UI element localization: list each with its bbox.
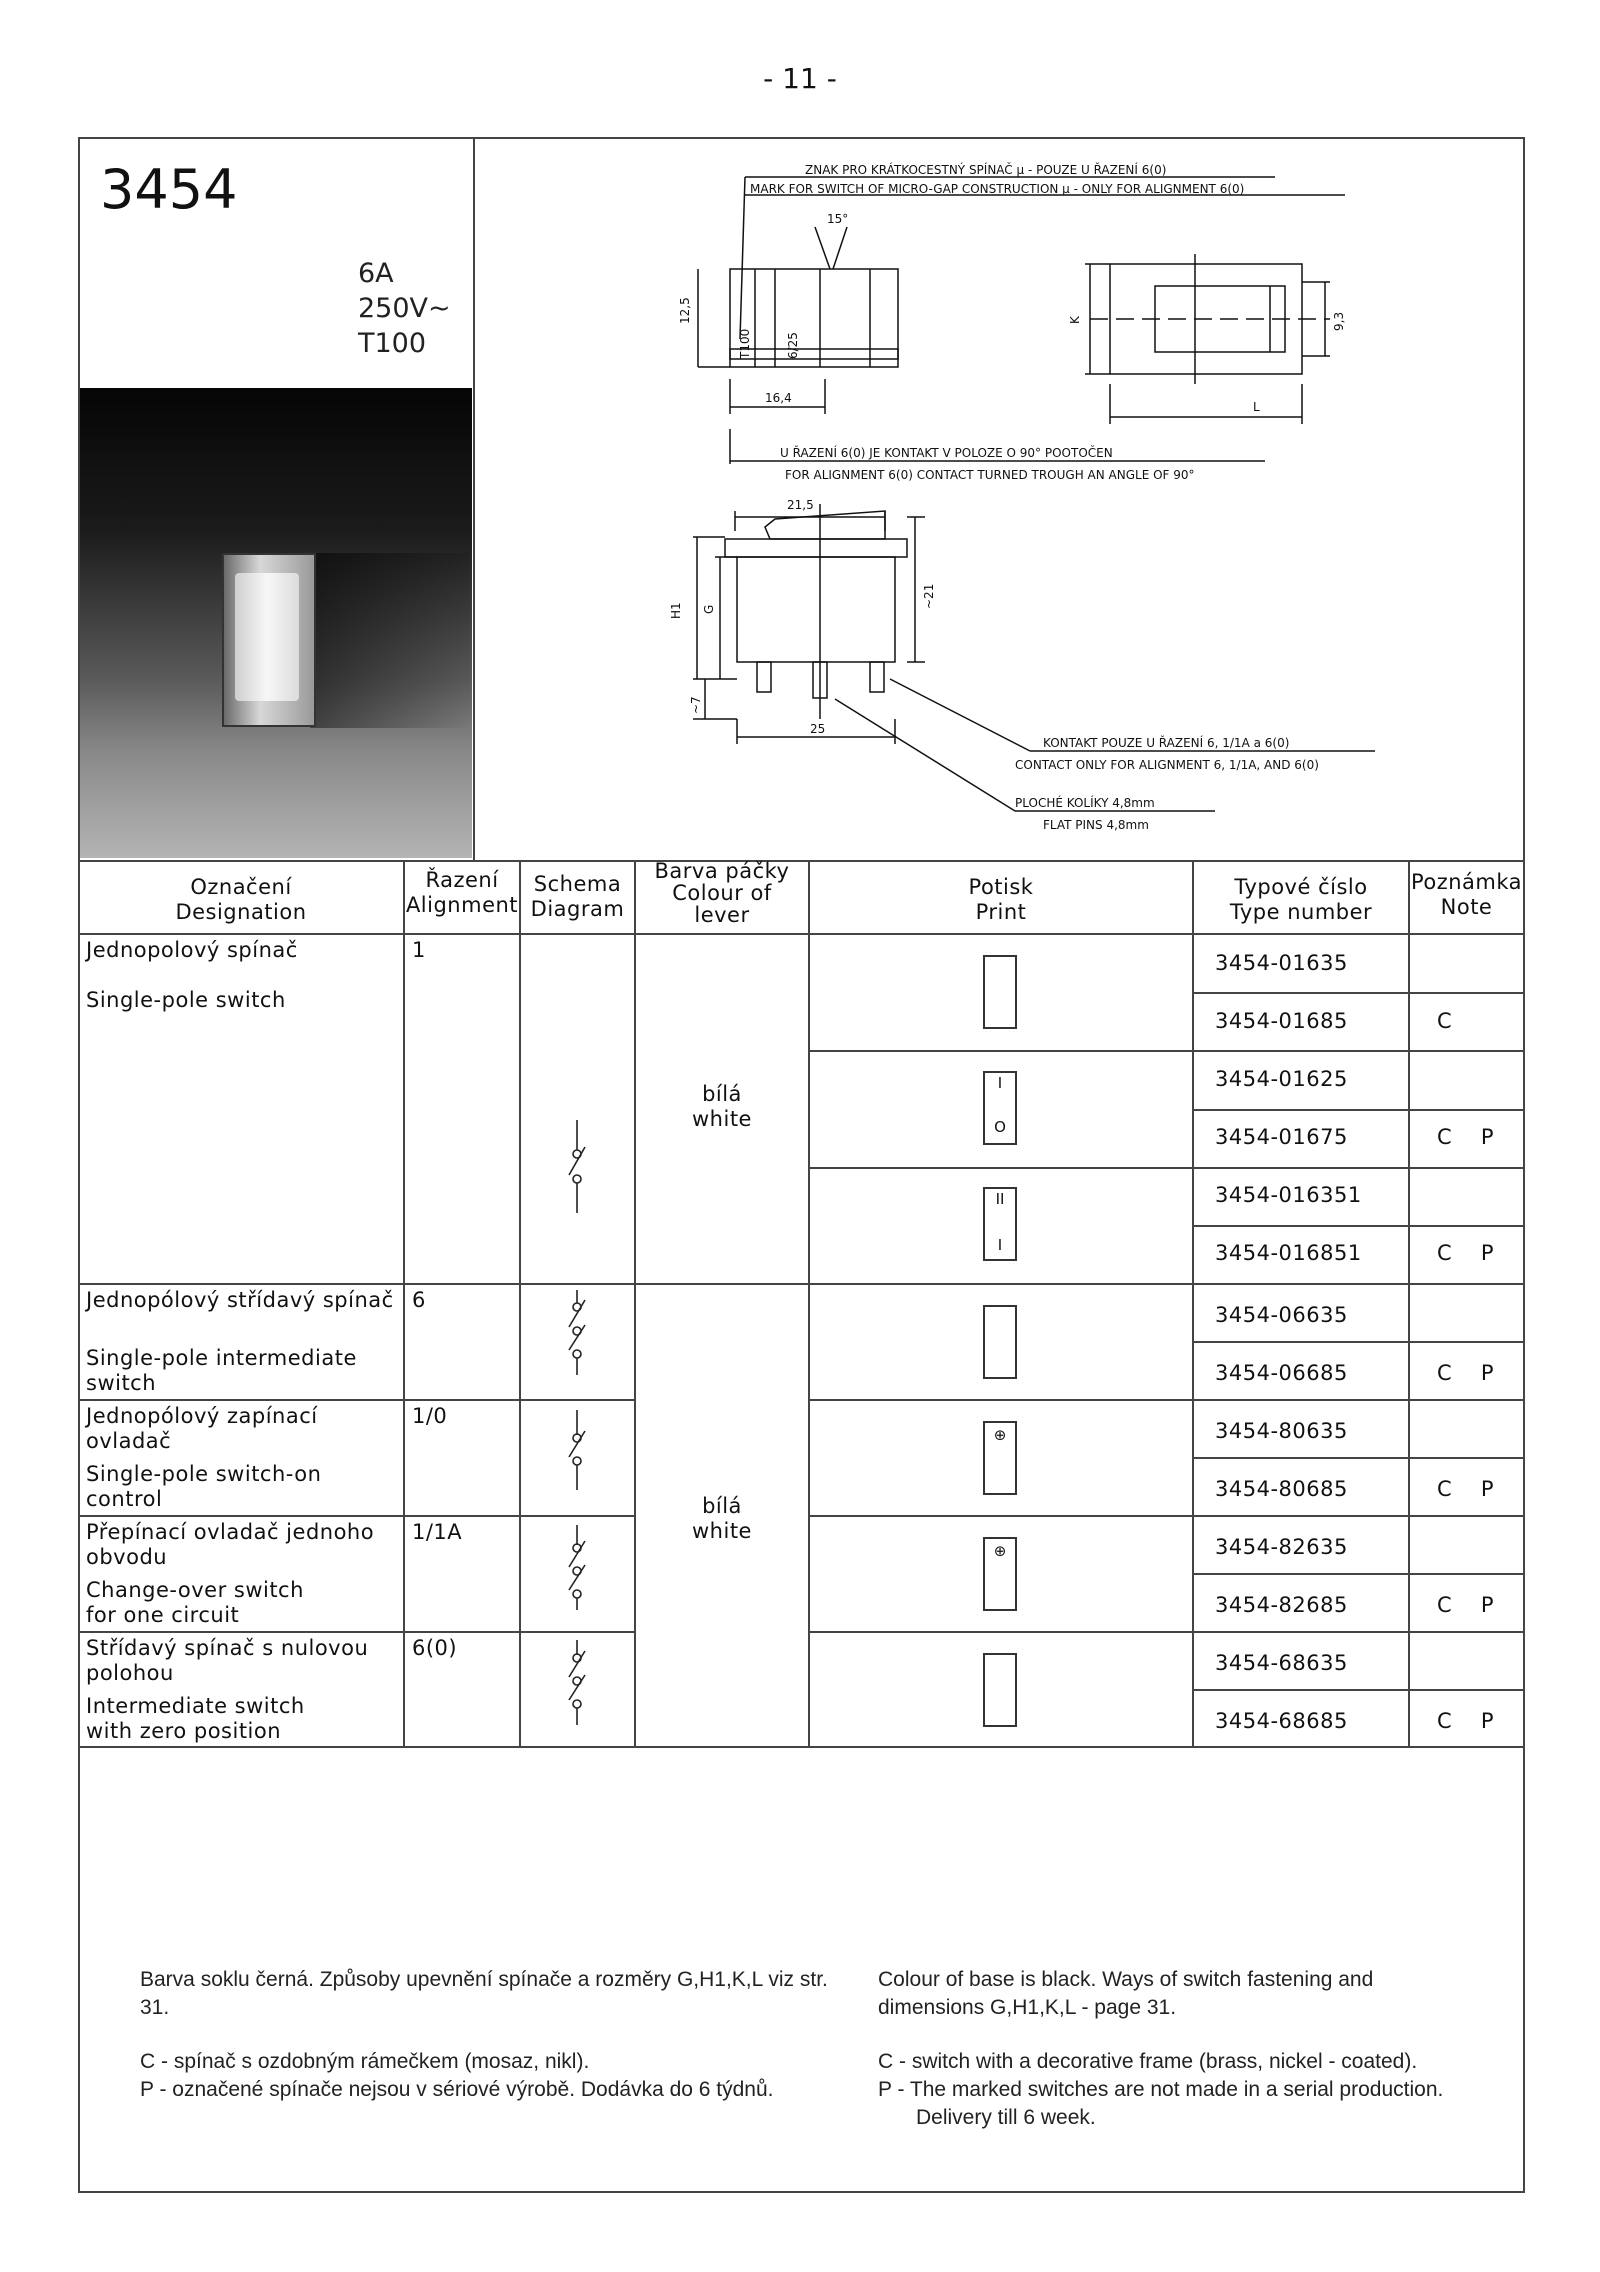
note-value: C P	[1437, 1125, 1495, 1149]
type-number: 3454-01625	[1215, 1067, 1348, 1091]
drawing-dim-k: K	[1068, 316, 1082, 324]
note-value: C P	[1437, 1593, 1495, 1617]
header-type: Typové číslo Type number	[1229, 875, 1373, 924]
type-number: 3454-68635	[1215, 1651, 1348, 1675]
print-symbol-off: O	[994, 1118, 1006, 1136]
type-number: 3454-016851	[1215, 1241, 1362, 1265]
drawing-angle: 15°	[827, 212, 849, 226]
rating-voltage: 250V~	[358, 293, 451, 324]
designation-en-4: Change-over switch for one circuit	[86, 1578, 304, 1627]
drawing-dim-l: L	[1253, 400, 1260, 414]
print-blank-3	[983, 1653, 1017, 1727]
type-number: 3454-82685	[1215, 1593, 1348, 1617]
schema-single-pole	[569, 1120, 585, 1213]
designation-en-3: Single-pole switch-on control	[86, 1462, 322, 1511]
schema-zero-position	[569, 1640, 585, 1725]
drawing-note-contact-en: CONTACT ONLY FOR ALIGNMENT 6, 1/1A, AND 6(0)	[1015, 758, 1319, 772]
page-number: - 11 -	[763, 62, 837, 95]
drawing-note-mid-cz: U ŘAZENÍ 6(0) JE KONTAKT V POLOZE O 90° POOTOČEN	[780, 446, 1113, 460]
footer-en-base: Colour of base is black. Ways of switch fastening and dimensions G,H1,K,L - page 31.	[878, 1968, 1374, 2019]
designation-cz-4: Přepínací ovladač jednoho obvodu	[86, 1520, 375, 1569]
type-number: 3454-06635	[1215, 1303, 1348, 1327]
designation-cz-1: Jednopolový spínač	[86, 938, 298, 962]
print-symbol-two: II	[995, 1190, 1005, 1208]
alignment-1-1a: 1/1A	[412, 1520, 463, 1544]
header-designation: Označení Designation	[175, 875, 307, 924]
colour-block-1: bílá white	[692, 1082, 752, 1131]
type-number: 3454-01635	[1215, 951, 1348, 975]
footer-cz-base: Barva soklu černá. Způsoby upevnění spínače a rozměry G,H1,K,L viz str. 31.	[140, 1968, 828, 2019]
note-value: C P	[1437, 1241, 1495, 1265]
footer-en-c: C - switch with a decorative frame (brass, nickel - coated).	[878, 2050, 1418, 2073]
drawing-dim-25: 25	[810, 722, 826, 736]
designation-en-1: Single-pole switch	[86, 988, 286, 1012]
drawing-note-pins-en: FLAT PINS 4,8mm	[1043, 818, 1149, 832]
print-symbol-one: I	[997, 1236, 1003, 1254]
drawing-dim-7: ~7	[689, 696, 703, 714]
drawing-note-top-en: MARK FOR SWITCH OF MICRO-GAP CONSTRUCTION µ - ONLY FOR ALIGNMENT 6(0)	[750, 182, 1245, 196]
drawing-note-contact-cz: KONTAKT POUZE U ŘAZENÍ 6, 1/1A a 6(0)	[1043, 736, 1290, 750]
drawing-note-pins-cz: PLOCHÉ KOLÍKY 4,8mm	[1015, 796, 1155, 810]
header-note: Poznámka Note	[1410, 870, 1523, 919]
drawing-dim-g: G	[702, 604, 716, 614]
print-blank-2	[983, 1305, 1017, 1379]
drawing-note-mid-en: FOR ALIGNMENT 6(0) CONTACT TURNED TROUGH AN ANGLE OF 90°	[785, 468, 1195, 482]
product-photo	[80, 388, 472, 858]
colour-block-2: bílá white	[692, 1494, 752, 1543]
drawing-dim-164: 16,4	[765, 391, 792, 405]
footer-en-p-delivery: Delivery till 6 week.	[916, 2106, 1096, 2129]
alignment-6-0: 6(0)	[412, 1636, 458, 1660]
type-number: 3454-01685	[1215, 1009, 1348, 1033]
print-symbol-on: I	[997, 1074, 1003, 1092]
note-value: C P	[1437, 1361, 1495, 1385]
model-number: 3454	[100, 158, 238, 221]
designation-cz-3: Jednopólový zapínací ovladač	[86, 1404, 318, 1453]
schema-switch-on	[569, 1410, 585, 1490]
type-number: 3454-80635	[1215, 1419, 1348, 1443]
drawing-dim-93: 9,3	[1332, 311, 1346, 331]
drawing-dim-215: 21,5	[787, 498, 814, 512]
footer-en-p: P - The marked switches are not made in a serial production.	[878, 2078, 1444, 2101]
alignment-1-0: 1/0	[412, 1404, 448, 1428]
drawing-dim-h1: H1	[669, 602, 683, 619]
print-blank-1	[983, 955, 1017, 1029]
designation-en-2: Single-pole intermediate switch	[86, 1346, 357, 1395]
drawing-dim-125: 12,5	[678, 297, 692, 324]
note-value: C P	[1437, 1477, 1495, 1501]
header-alignment: Řazení Alignment	[405, 868, 519, 917]
print-symbol-dot-1: ⊕	[993, 1426, 1007, 1444]
schema-diagrams	[521, 935, 634, 1746]
designation-en-5: Intermediate switch with zero position	[86, 1694, 305, 1743]
alignment-1: 1	[412, 938, 426, 962]
alignment-6: 6	[412, 1288, 426, 1312]
type-number: 3454-016351	[1215, 1183, 1362, 1207]
schema-intermediate	[569, 1290, 585, 1375]
type-number: 3454-80685	[1215, 1477, 1348, 1501]
drawing-note-top-cz: ZNAK PRO KRÁTKOCESTNÝ SPÍNAČ µ - POUZE U ŘAZENÍ 6(0)	[805, 163, 1167, 177]
rating-current: 6A	[358, 258, 394, 289]
type-number: 3454-82635	[1215, 1535, 1348, 1559]
type-number: 3454-06685	[1215, 1361, 1348, 1385]
type-number: 3454-68685	[1215, 1709, 1348, 1733]
schema-change-over	[569, 1525, 585, 1610]
rating-temperature: T100	[358, 328, 427, 359]
designation-cz-5: Střídavý spínač s nulovou polohou	[86, 1636, 369, 1685]
note-value: C P	[1437, 1709, 1495, 1733]
drawing-mark-625: 6/25	[786, 332, 800, 359]
note-value: C	[1437, 1009, 1453, 1033]
designation-cz-2: Jednopólový střídavý spínač	[86, 1288, 394, 1312]
footer-cz-p: P - označené spínače nejsou v sériové výrobě. Dodávka do 6 týdnů.	[140, 2078, 774, 2101]
header-colour: Barva páčky Colour of lever	[654, 859, 790, 927]
footer-cz-c: C - spínač s ozdobným rámečkem (mosaz, nikl).	[140, 2050, 590, 2073]
technical-drawing	[475, 139, 1523, 859]
type-number: 3454-01675	[1215, 1125, 1348, 1149]
print-symbol-dot-2: ⊕	[993, 1542, 1007, 1560]
header-print: Potisk Print	[968, 875, 1034, 924]
drawing-dim-21: ~21	[922, 583, 936, 609]
drawing-mark-t100: T100	[738, 328, 752, 359]
header-diagram: Schema Diagram	[530, 872, 625, 921]
